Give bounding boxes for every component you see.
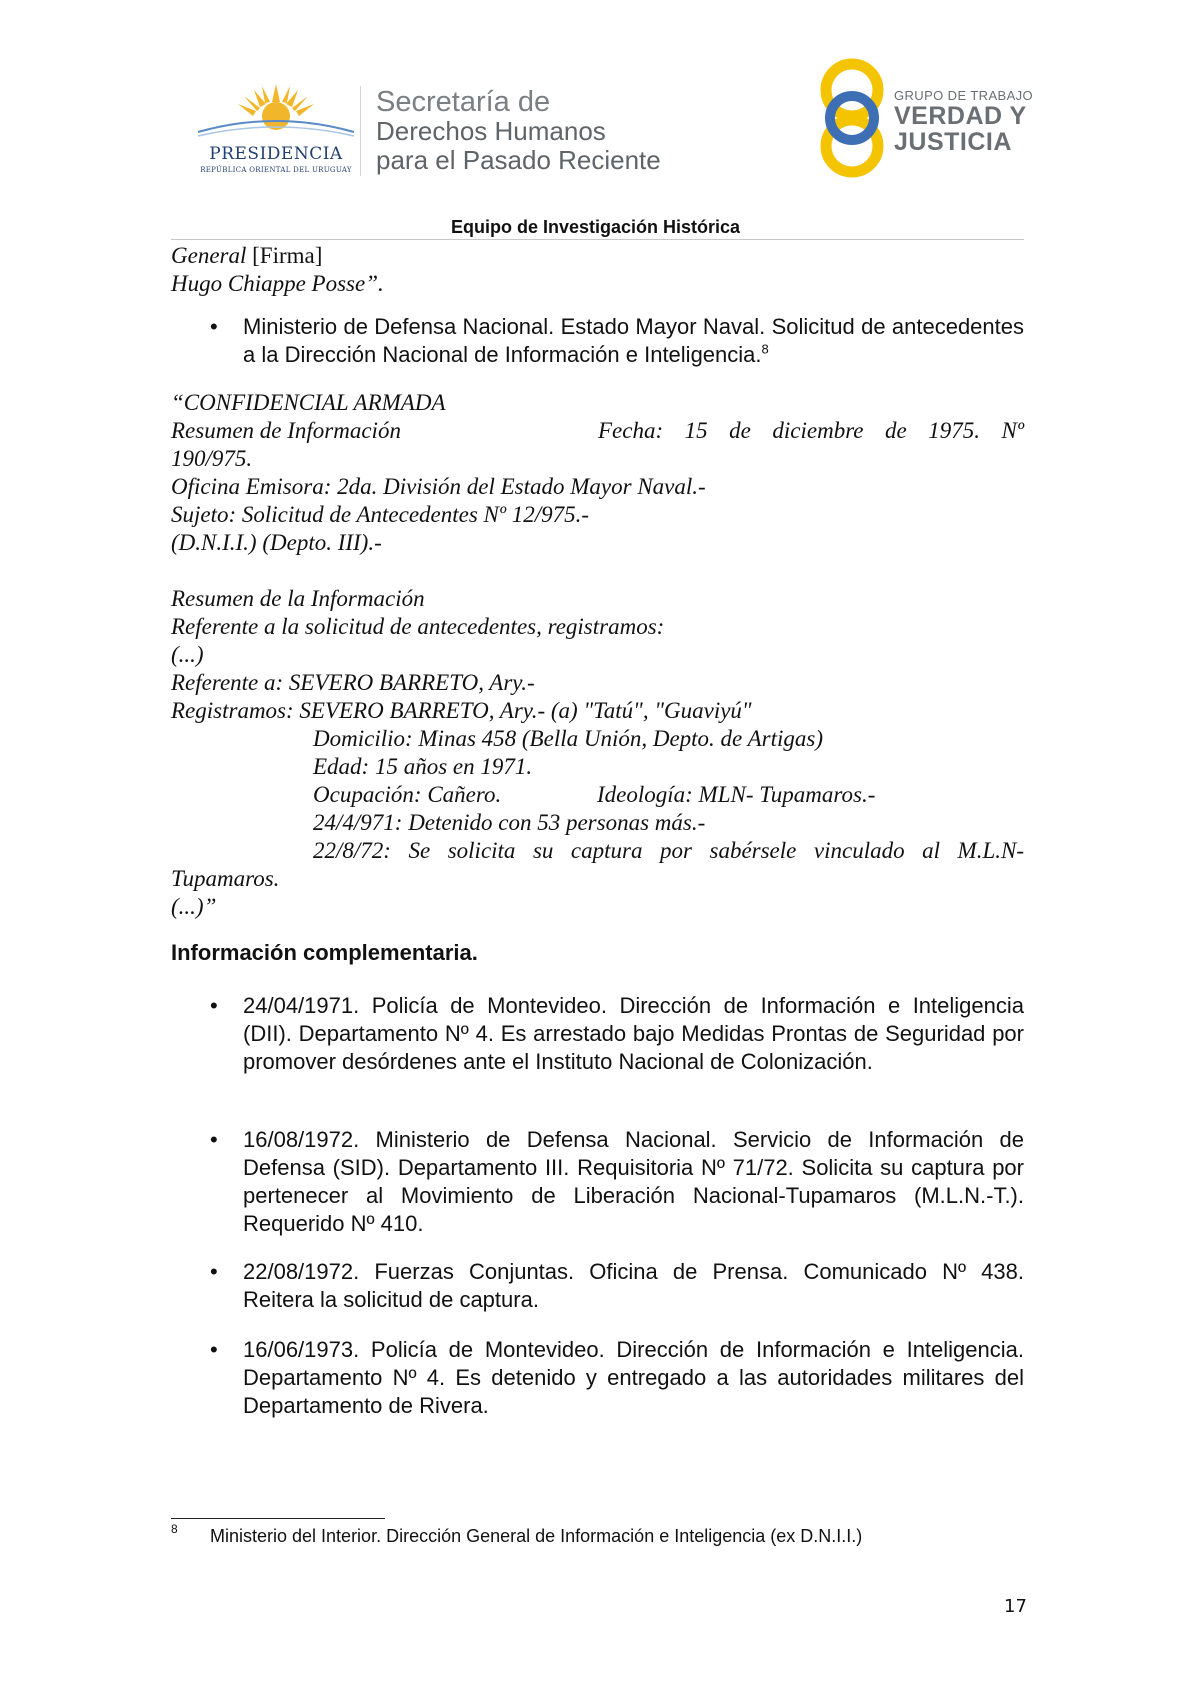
page-number: 17	[1004, 1596, 1027, 1617]
presidencia-sublabel: REPÚBLICA ORIENTAL DEL URUGUAY	[200, 166, 352, 174]
bullet-dot: •	[210, 1127, 218, 1152]
secretaria-logo-text	[376, 88, 661, 175]
doc-date: Fecha: 15 de diciembre de 1975. Nº	[598, 418, 1024, 443]
list-item: 16/06/1973. Policía de Montevideo. Dirección de Información e Inteligencia. Departamento Nº 4. Es detenido y entregado a las autoridades militares del Departamento de Rivera.	[243, 1337, 1024, 1418]
presidencia-label: PRESIDENCIA	[209, 144, 343, 164]
footnote-ref: 8	[761, 341, 769, 357]
verdad-justicia-logo-text	[894, 88, 1033, 155]
doc-line: (...)”	[171, 894, 217, 919]
gtvj-line-1: GRUPO DE TRABAJO	[894, 88, 1034, 103]
section-heading: Información complementaria.	[171, 940, 478, 965]
signature-title: General	[171, 243, 247, 268]
doc-line: Referente a: SEVERO BARRETO, Ary.-	[171, 670, 535, 695]
team-title: Equipo de Investigación Histórica	[450, 217, 741, 237]
doc-line: Tupamaros.	[171, 866, 280, 891]
doc-line: (...)	[171, 642, 204, 667]
doc-line: Resumen de la Información	[171, 586, 425, 611]
bullet-dot: •	[210, 993, 218, 1018]
doc-line: (D.N.I.I.) (Depto. III).-	[171, 530, 382, 555]
footnote-mark: 8	[171, 1522, 178, 1536]
doc-line: 22/8/72: Se solicita su captura por sabérsele vinculado al M.L.N-	[313, 838, 1024, 863]
doc-line-left: Resumen de Información	[171, 418, 401, 443]
doc-line: 190/975.	[171, 446, 253, 471]
doc-line: Oficina Emisora: 2da. División del Estado Mayor Naval.-	[171, 474, 706, 499]
doc-line: Referente a la solicitud de antecedentes, registramos:	[171, 614, 665, 639]
footnote-text: Ministerio del Interior. Dirección General de Información e Inteligencia (ex D.N.I.I.)	[210, 1526, 863, 1546]
doc-line	[171, 417, 1024, 445]
header-divider	[360, 86, 361, 176]
footnote-rule	[171, 1518, 385, 1519]
secretaria-line-1: Secretaría de	[376, 86, 551, 118]
list-item: 16/08/1972. Ministerio de Defensa Nacional. Servicio de Información de Defensa (SID). Departamento III. Requisitoria Nº 71/72. Solicita su captura por pertenecer al Movimiento de Liberación Nacional-Tupamaros (M.L.N.-T.). Requerido Nº 410.	[243, 1127, 1024, 1236]
sun-emblem-icon	[196, 80, 356, 142]
gtvj-line-2: VERDAD Y	[894, 102, 1027, 130]
doc-ideology: Ideología: MLN- Tupamaros.-	[597, 782, 876, 807]
list-item	[243, 313, 1024, 369]
doc-line: Registramos: SEVERO BARRETO, Ary.- (a) "Tatú", "Guaviyú"	[171, 698, 752, 723]
presidencia-logo	[196, 80, 356, 180]
doc-line: “CONFIDENCIAL ARMADA	[171, 390, 446, 415]
secretaria-line-2: Derechos Humanos	[376, 116, 606, 146]
list-item: 22/08/1972. Fuerzas Conjuntas. Oficina de Prensa. Comunicado Nº 438. Reitera la solicitud de captura.	[243, 1259, 1024, 1312]
secretaria-line-3: para el Pasado Reciente	[376, 145, 661, 175]
signature-block	[171, 242, 1024, 298]
bullet-dot: •	[210, 1259, 218, 1284]
signature-name: Hugo Chiappe Posse”.	[171, 271, 384, 296]
blank-line	[171, 557, 1024, 585]
doc-line: Domicilio: Minas 458 (Bella Unión, Depto. de Artigas)	[313, 726, 823, 751]
list-item-text: Ministerio de Defensa Nacional. Estado Mayor Naval. Solicitud de antecedentes a la Dirección Nacional de Información e Inteligencia.	[243, 314, 1024, 367]
doc-line: Sujeto: Solicitud de Antecedentes Nº 12/975.-	[171, 502, 590, 527]
confidential-document	[171, 389, 1024, 921]
bullet-dot: •	[210, 314, 218, 339]
doc-line: 24/4/971: Detenido con 53 personas más.-	[313, 810, 706, 835]
signature-mark: [Firma]	[252, 243, 323, 268]
gtvj-line-3: JUSTICIA	[894, 128, 1012, 156]
doc-line: Edad: 15 años en 1971.	[313, 754, 533, 779]
bullet-dot: •	[210, 1337, 218, 1362]
doc-occupation: Ocupación: Cañero.	[313, 782, 502, 807]
doc-line	[171, 781, 1024, 809]
header-rule	[171, 239, 1024, 240]
list-item: 24/04/1971. Policía de Montevideo. Dirección de Información e Inteligencia (DII). Departamento Nº 4. Es arrestado bajo Medidas Prontas de Seguridad por promover desórdenes ante el Instituto Nacional de Colonización.	[243, 993, 1024, 1074]
